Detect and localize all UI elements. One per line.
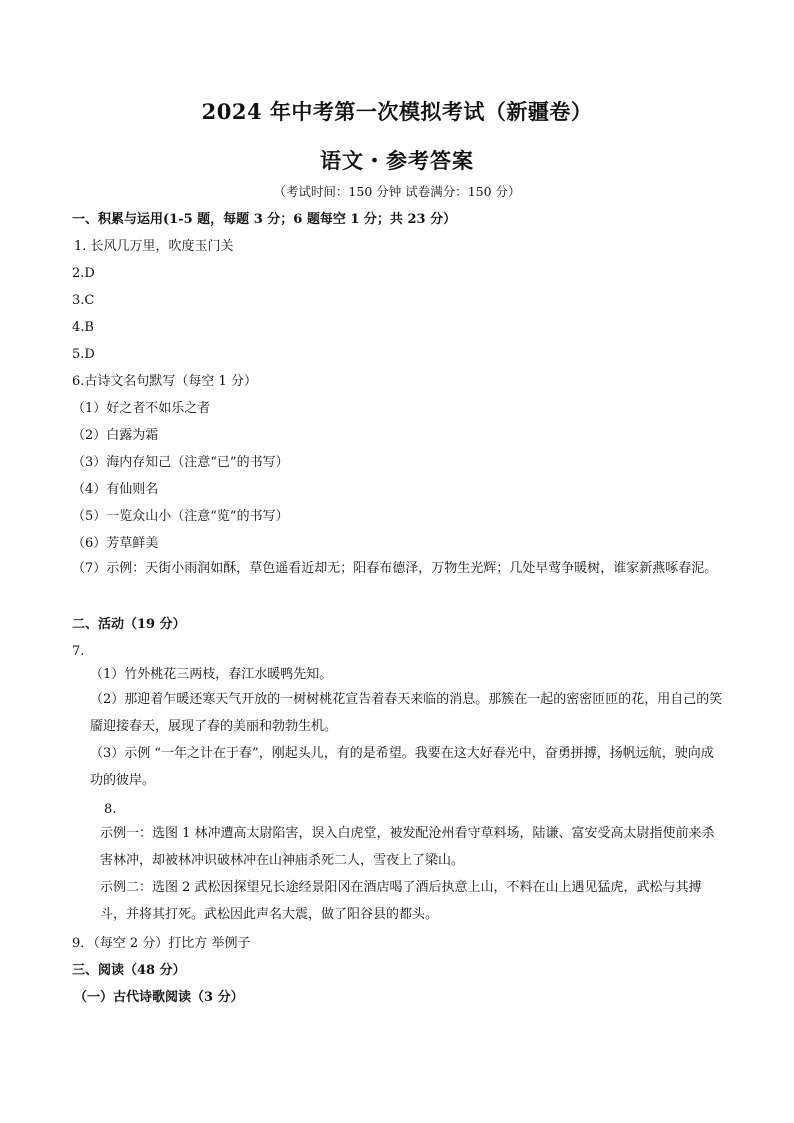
answer-q8-example: 示例二：选图 2 武松因探望兄长途经景阳冈在酒店喝了酒后执意上山，不料在山上遇见猛虎，武松与其搏斗，并将其打死。武松因此声名大震，做了阳谷县的都头。 (100, 880, 702, 922)
exam-info: （考试时间：150 分钟 试卷满分：150 分） (273, 184, 521, 199)
answer-q6-item-7: （7）示例：天街小雨润如酥，草色遥看近却无；阳春布德泽，万物生光辉；几处早莺争暖树，谁家新燕啄春泥。 (72, 561, 718, 576)
answer-q4: 4.B (72, 320, 94, 335)
answer-q2: 2.D (72, 266, 95, 281)
answer-q7-item: （1）竹外桃花三两枝，春江水暖鸭先知。 (90, 667, 333, 682)
answer-q7-item: （2）那迎着乍暖还寒天气开放的一树树桃花宣告着春天来临的消息。那簇在一起的密密匝匝的花，用自己的笑靥迎接春天，展现了春的美丽和勃勃生机。 (90, 692, 723, 734)
answer-q1: 1. 长风几万里，吹度玉门关 (74, 239, 234, 254)
answer-q8-label: 8. (104, 802, 117, 817)
answer-q6-item: （1）好之者不如乐之者 (72, 401, 211, 416)
section1-heading: 一、积累与运用(1-5 题，每题 3 分；6 题每空 1 分；共 23 分） (72, 212, 457, 227)
section3-subheading: （一）古代诗歌阅读（3 分） (74, 990, 244, 1005)
answer-q7-item: （3）示例 “一年之计在于春”，刚起头儿，有的是希望。我要在这大好春光中，奋勇拼搏，扬帆远航，驶向成功的彼岸。 (90, 746, 714, 788)
section3-heading: 三、阅读（48 分） (72, 963, 186, 978)
answer-q6-item: （4）有仙则名 (72, 482, 159, 497)
document-subtitle: 语文・参考答案 (320, 148, 474, 173)
document-title: 2024 年中考第一次模拟考试（新疆卷） (201, 99, 593, 124)
section2-heading: 二、活动（19 分） (72, 617, 186, 632)
answer-q7-label: 7. (72, 644, 85, 659)
answer-q6-item: （3）海内存知己（注意“已”的书写） (72, 455, 289, 470)
answer-q9: 9．（每空 2 分）打比方 举例子 (72, 936, 251, 951)
answer-q6-heading: 6.古诗文名句默写（每空 1 分） (72, 374, 257, 389)
answer-q5: 5.D (72, 347, 95, 362)
answer-q6-item: （5）一览众山小（注意“览”的书写） (72, 509, 289, 524)
answer-q8-example: 示例一：选图 1 林冲遭高太尉陷害，误入白虎堂，被发配沧州看守草料场，陆谦、富安受高太尉指使前来杀害林冲，却被林冲识破林冲在山神庙杀死二人，雪夜上了梁山。 (100, 826, 715, 868)
answer-q3: 3.C (72, 293, 95, 308)
answer-q6-item: （6）芳草鲜美 (72, 536, 159, 551)
answer-q6-item: （2）白露为霜 (72, 428, 159, 443)
